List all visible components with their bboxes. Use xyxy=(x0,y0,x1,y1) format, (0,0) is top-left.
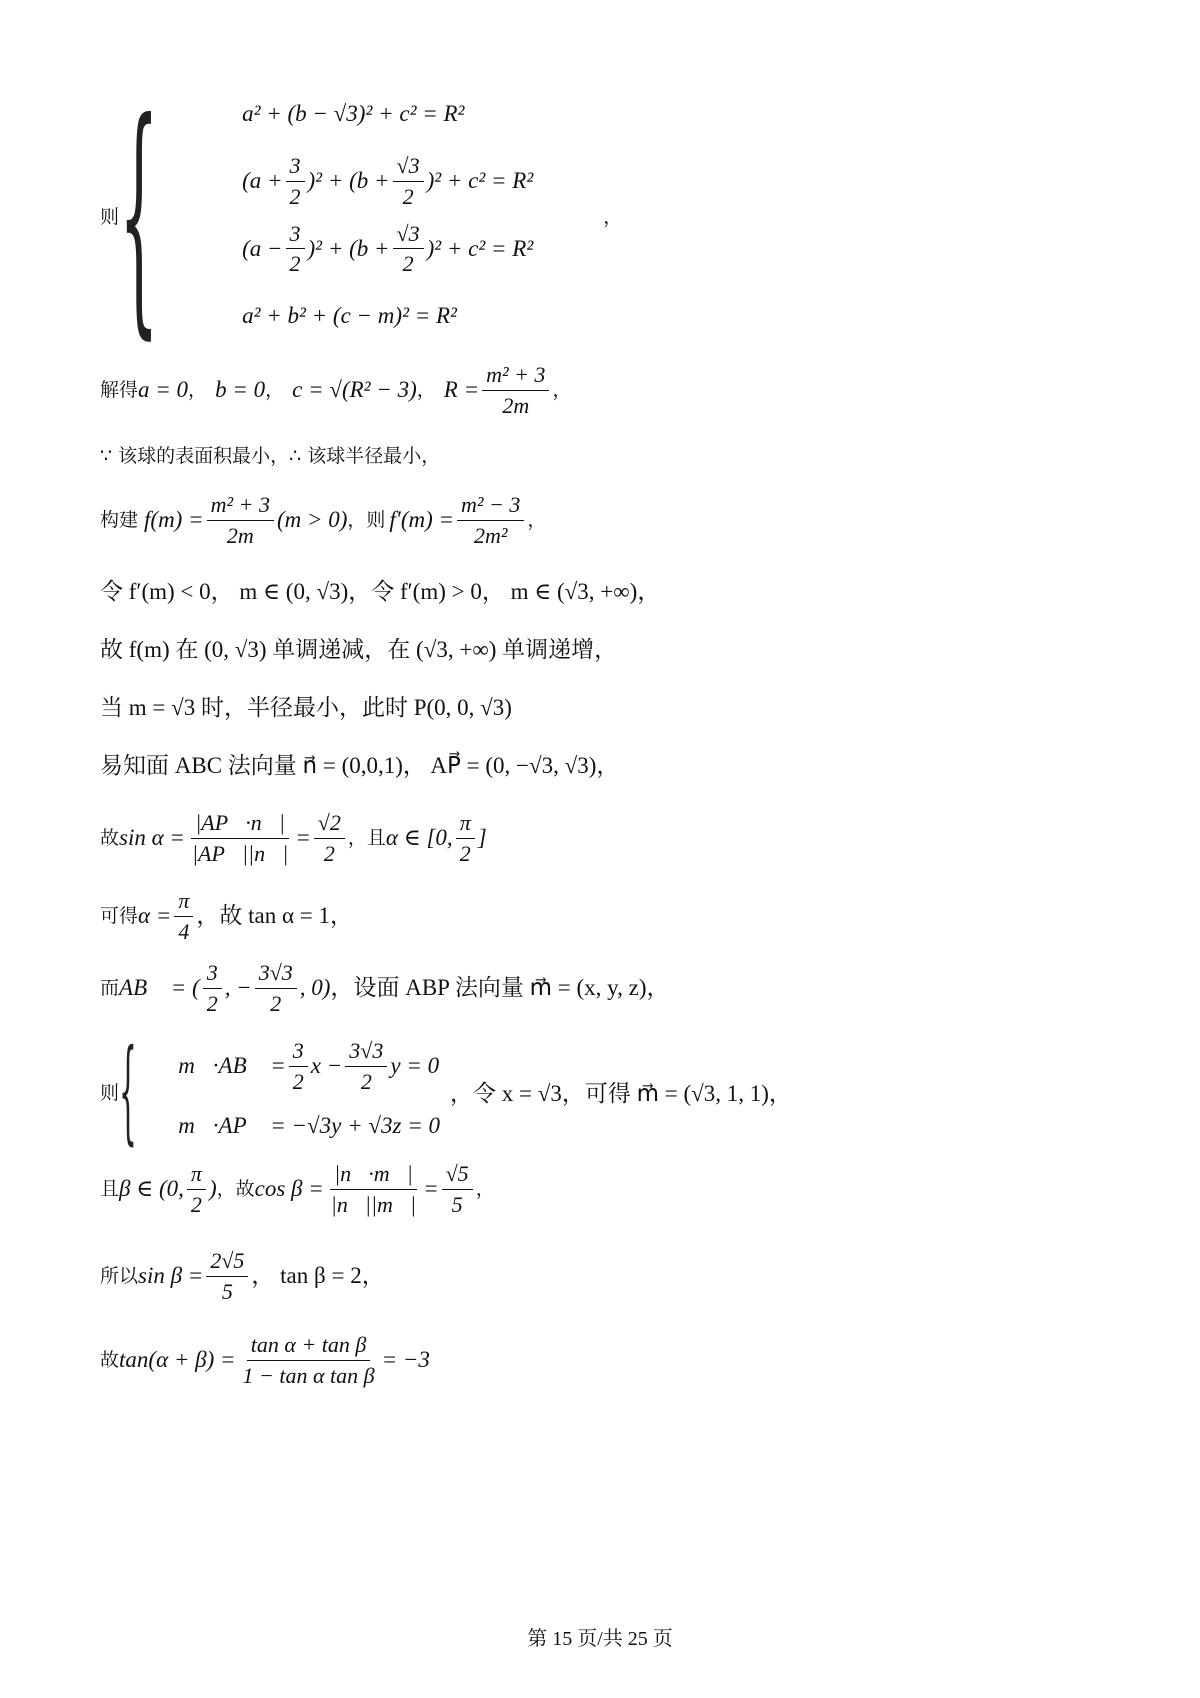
equation-3: (a − $\frac{3}{2}$ )² + (b + $\frac{√3}{2}$ )² + c² = R² xyxy=(242,220,534,277)
final-result-line: 故 tan(α + β) = $\frac{\text{tan α + tan β}}{\text{1 − tan α tan β}}$ = −3 xyxy=(100,1332,430,1388)
system-suffix: ， xyxy=(603,205,623,228)
system-prefix: 则 xyxy=(100,205,120,228)
sin-alpha-line: 故 sin α = $\frac{|AP⃗\cdot n⃗|}{|AP⃗||n⃗|}$ = $\frac{√2}{2}$ ，且 α ∈ [0, $\frac{\pi}{2}$ ] xyxy=(100,810,487,866)
equations xyxy=(242,80,533,350)
left-brace: { xyxy=(119,69,159,360)
minimum-line: 当 m = √3 时，半径最小，此时 P(0, 0, √3) xyxy=(100,695,512,721)
sin-beta-line: 所以 sin β = $\frac{2√5}{5}$ ， tan β = 2， xyxy=(100,1248,385,1304)
system2-equation-1: m⃗·AB⃗ = $\frac{3}{2}$ x − $\frac{3√3}{2}$ y = 0 xyxy=(178,1038,440,1094)
equation-1: a² + (b − √3)² + c² = R² xyxy=(242,100,465,126)
equation-4: a² + b² + (c − m)² = R² xyxy=(242,303,457,329)
page-footer: 第 15 页/共 25 页 xyxy=(527,1628,673,1650)
cos-beta-line: 且 β ∈ (0, $\frac{\pi}{2}$ ) ，故 cos β = $\frac{|n⃗\cdot m⃗|}{|n⃗||m⃗|}$ = $\frac{√5}{5}$ ， xyxy=(100,1161,495,1217)
monotonicity-line: 故 f(m) 在 (0, √3) 单调递减，在 (√3, +∞) 单调递增， xyxy=(100,637,618,663)
equation-2: (a + $\frac{3}{2}$ )² + (b + $\frac{√3}{2}$ )² + c² = R² xyxy=(242,153,534,209)
sign-analysis-line: 令 f′(m) < 0， m ∈ (0, √3)，令 f′(m) > 0， m ∈ (√3, +∞)， xyxy=(100,579,661,605)
vector-ab-line: 而 AB⃗ = ( $\frac{3}{2}$ , − $\frac{3√3}{2}$ , 0) ，设面 ABP 法向量 m⃗ = (x, y, z)， xyxy=(100,960,670,1016)
solve-line: 解得 a = 0 ， b = 0 ， c = √(R² − 3) ， R = $\frac{\text{m² + 3}}{2m}$ ， xyxy=(100,362,572,418)
normal-vector-line: 易知面 ABC 法向量 n⃗ = (0,0,1)， AP⃗ = (0, −√3, √3)， xyxy=(100,753,620,779)
alpha-value-line: 可得 α = $\frac{\pi}{4}$ ，故 tan α = 1， xyxy=(100,888,354,944)
system2-equation-2: m⃗·AP⃗ = −√3y + √3z = 0 xyxy=(178,1113,441,1138)
equation-system-sphere xyxy=(100,70,622,360)
because-line: ∵ 该球的表面积最小，∴ 该球半径最小， xyxy=(100,444,441,467)
build-function-line: 构建 f(m) = $\frac{\text{m² + 3}}{2m}$ (m > 0) ，则 f′(m) = $\frac{\text{m² − 3}}{\text{2m²}}$ ， xyxy=(100,492,547,548)
normal-vector-system: 则 { m⃗·AB⃗ = $\frac{3}{2}$ x − $\frac{3√3}{2}$ y = 0 m⃗·AP⃗ = −√3y + √3z = 0 ，令 x = √3，可得 m⃗ = (√3, 1, 1)， xyxy=(100,1026,792,1156)
